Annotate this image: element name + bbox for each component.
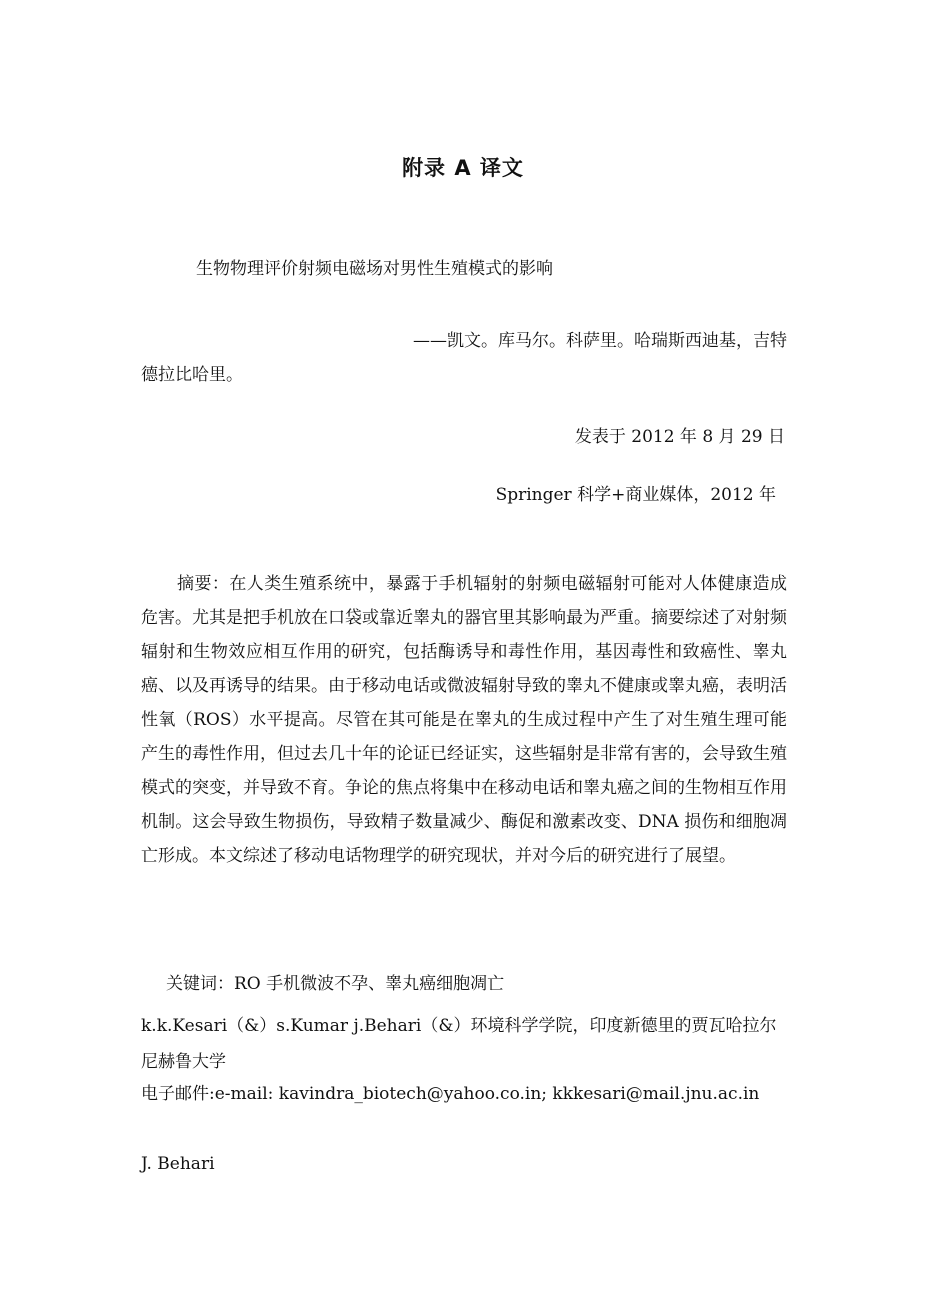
article-title: 生物物理评价射频电磁场对男性生殖模式的影响 [196, 259, 553, 279]
author-line-1: ——凯文。库马尔。科萨里。哈瑞斯西迪基，吉特 [413, 331, 787, 351]
publisher-line: Springer 科学+商业媒体，2012 年 [495, 485, 776, 505]
abstract-paragraph: 摘要：在人类生殖系统中，暴露于手机辐射的射频电磁辐射可能对人体健康造成危害。尤其是把手机放在口袋或靠近睾丸的器官里其影响最为严重。摘要综述了对射频辐射和生物效应相互作用的研究，包括酶诱导和毒性作用，基因毒性和致癌性、睾丸癌、以及再诱导的结果。由于移动电话或微波辐射导致的睾丸不健康或睾丸癌，表明活性氧（ROS）水平提高。尽管在其可能是在睾丸的生成过程中产生了对生殖生理可能产生的毒性作用，但过去几十年的论证已经证实，这些辐射是非常有害的，会导致生殖模式的突变，并导致不育。争论的焦点将集中在移动电话和睾丸癌之间的生物相互作用机制。这会导致生物损伤，导致精子数量减少、酶促和激素改变、DNA 损伤和细胞凋亡形成。本文综述了移动电话物理学的研究现状，并对今后的研究进行了展望。 [141, 574, 787, 866]
affiliation-paragraph: k.k.Kesari（&）s.Kumar j.Behari（&）环境科学学院，印度新德里的贾瓦哈拉尔尼赫鲁大学 [141, 1016, 777, 1072]
author-line-2: 德拉比哈里。 [141, 365, 243, 385]
email-line: 电子邮件:e-mail: kavindra_biotech@yahoo.co.in; kkkesari@mail.jnu.ac.in [141, 1084, 760, 1104]
author-name-behari: J. Behari [141, 1154, 215, 1174]
keywords-line: 关键词：RO 手机微波不孕、睾丸癌细胞凋亡 [166, 974, 505, 994]
appendix-heading: 附录 A 译文 [402, 156, 524, 180]
author-list [141, 324, 787, 392]
published-date: 发表于 2012 年 8 月 29 日 [574, 427, 785, 447]
